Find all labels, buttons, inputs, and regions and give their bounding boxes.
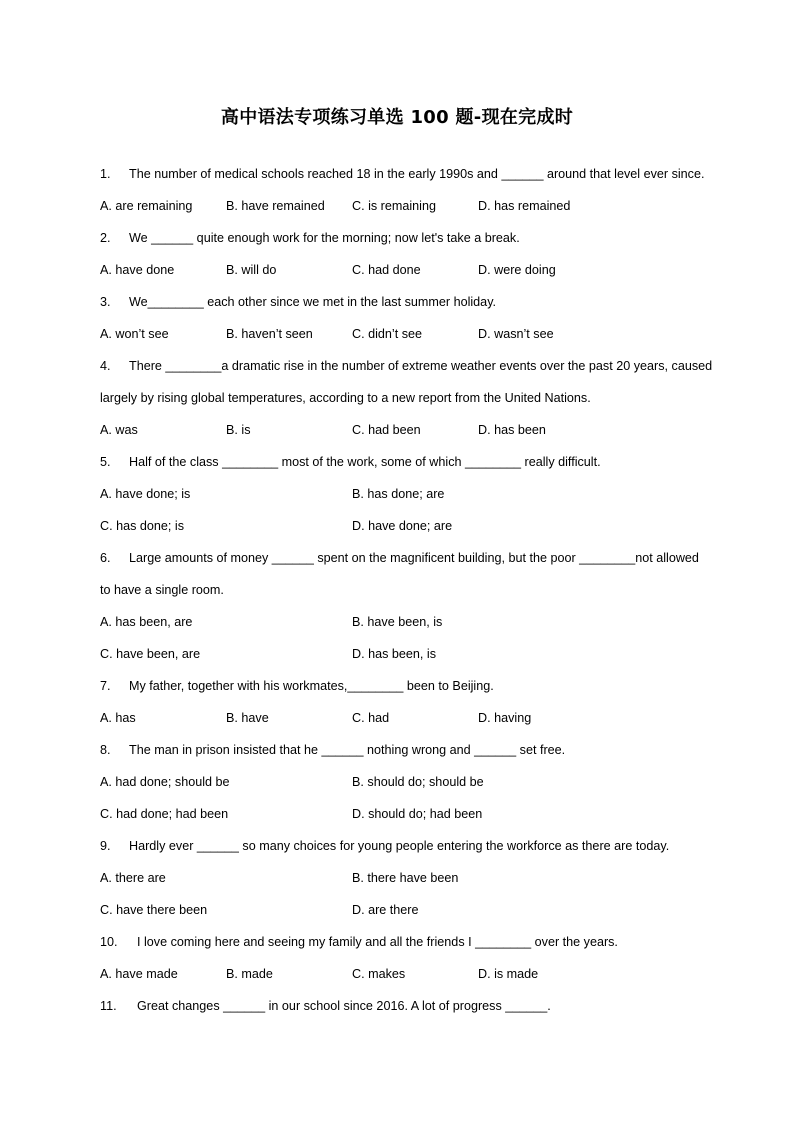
question-stem (100, 354, 730, 386)
option-c: C. makes (352, 967, 406, 981)
option-b: B. made (226, 967, 273, 981)
option-b: B. have been, is (352, 615, 443, 629)
option-d: D. were doing (478, 263, 556, 277)
option-d: D. are there (352, 903, 419, 917)
question-number: 6. (100, 551, 111, 565)
options-row (100, 514, 730, 546)
option-d: D. is made (478, 967, 539, 981)
option-c: C. had (352, 711, 390, 725)
option-c: C. had been (352, 423, 421, 437)
option-d: D. wasn’t see (478, 327, 554, 341)
question-list (100, 162, 730, 1026)
option-b: B. is (226, 423, 251, 437)
question-8 (100, 738, 730, 834)
options-row (100, 962, 730, 994)
options-row (100, 482, 730, 514)
question-text: to have a single room. (100, 583, 224, 597)
question-text: I love coming here and seeing my family and all the friends I ________ over the years. (137, 935, 618, 949)
question-stem (100, 930, 730, 962)
question-stem (100, 450, 730, 482)
question-number: 7. (100, 679, 111, 693)
question-stem (100, 546, 730, 578)
option-b: B. should do; should be (352, 775, 484, 789)
options-row (100, 322, 730, 354)
question-5 (100, 450, 730, 546)
question-stem (100, 834, 730, 866)
option-c: C. had done; had been (100, 807, 229, 821)
question-3 (100, 290, 730, 354)
question-stem (100, 226, 730, 258)
question-7 (100, 674, 730, 738)
question-stem-continued (100, 578, 730, 610)
question-number: 4. (100, 359, 111, 373)
question-number: 9. (100, 839, 111, 853)
question-text: We ______ quite enough work for the morning; now let's take a break. (129, 231, 520, 245)
question-text: Large amounts of money ______ spent on the magnificent building, but the poor ________not allowed (129, 551, 699, 565)
option-c: C. has done; is (100, 519, 185, 533)
option-a: A. has been, are (100, 615, 193, 629)
option-d: D. has been, is (352, 647, 437, 661)
options-row (100, 418, 730, 450)
option-a: A. are remaining (100, 199, 193, 213)
question-2 (100, 226, 730, 290)
options-row (100, 802, 730, 834)
question-stem-continued (100, 386, 730, 418)
question-number: 8. (100, 743, 111, 757)
option-d: D. has remained (478, 199, 571, 213)
options-row (100, 258, 730, 290)
option-a: A. has (100, 711, 136, 725)
option-c: C. didn’t see (352, 327, 423, 341)
question-stem (100, 738, 730, 770)
question-11 (100, 994, 730, 1026)
options-row (100, 642, 730, 674)
question-number: 3. (100, 295, 111, 309)
question-text: Half of the class ________ most of the work, some of which ________ really difficult. (129, 455, 601, 469)
page-title: 高中语法专项练习单选 100 题-现在完成时 (220, 107, 574, 128)
option-d: D. have done; are (352, 519, 453, 533)
option-d: D. having (478, 711, 532, 725)
question-text: The man in prison insisted that he ______ nothing wrong and ______ set free. (129, 743, 566, 757)
question-number: 11. (100, 999, 117, 1013)
question-4 (100, 354, 730, 450)
option-a: A. have made (100, 967, 178, 981)
options-row (100, 610, 730, 642)
question-stem (100, 162, 730, 194)
question-text: Great changes ______ in our school since 2016. A lot of progress ______. (137, 999, 551, 1013)
options-row (100, 706, 730, 738)
question-text: We________ each other since we met in the last summer holiday. (129, 295, 497, 309)
question-6 (100, 546, 730, 674)
option-a: A. have done; is (100, 487, 191, 501)
question-text: largely by rising global temperatures, according to a new report from the United Nations. (100, 391, 591, 405)
question-number: 1. (100, 167, 111, 181)
question-text: The number of medical schools reached 18 in the early 1990s and ______ around that level ever since. (129, 167, 705, 181)
question-text: My father, together with his workmates,________ been to Beijing. (129, 679, 494, 693)
option-b: B. have remained (226, 199, 325, 213)
option-c: C. had done (352, 263, 421, 277)
option-a: A. had done; should be (100, 775, 230, 789)
question-stem (100, 290, 730, 322)
question-1 (100, 162, 730, 226)
option-c: C. have been, are (100, 647, 201, 661)
question-9 (100, 834, 730, 930)
options-row (100, 898, 730, 930)
option-a: A. was (100, 423, 138, 437)
question-text: There ________a dramatic rise in the number of extreme weather events over the past 20 years, caused (129, 359, 713, 373)
option-c: C. have there been (100, 903, 208, 917)
option-d: D. should do; had been (352, 807, 483, 821)
question-number: 5. (100, 455, 111, 469)
option-a: A. have done (100, 263, 175, 277)
options-row (100, 770, 730, 802)
option-b: B. haven’t seen (226, 327, 313, 341)
options-row (100, 194, 730, 226)
option-b: B. have (226, 711, 269, 725)
question-10 (100, 930, 730, 994)
question-number: 2. (100, 231, 111, 245)
question-stem (100, 674, 730, 706)
option-c: C. is remaining (352, 199, 436, 213)
option-d: D. has been (478, 423, 546, 437)
options-row (100, 866, 730, 898)
question-stem (100, 994, 730, 1026)
option-a: A. there are (100, 871, 166, 885)
option-b: B. there have been (352, 871, 459, 885)
question-number: 10. (100, 935, 118, 949)
option-b: B. has done; are (352, 487, 445, 501)
question-text: Hardly ever ______ so many choices for young people entering the workforce as there are today. (129, 839, 670, 853)
option-b: B. will do (226, 263, 277, 277)
option-a: A. won’t see (100, 327, 169, 341)
